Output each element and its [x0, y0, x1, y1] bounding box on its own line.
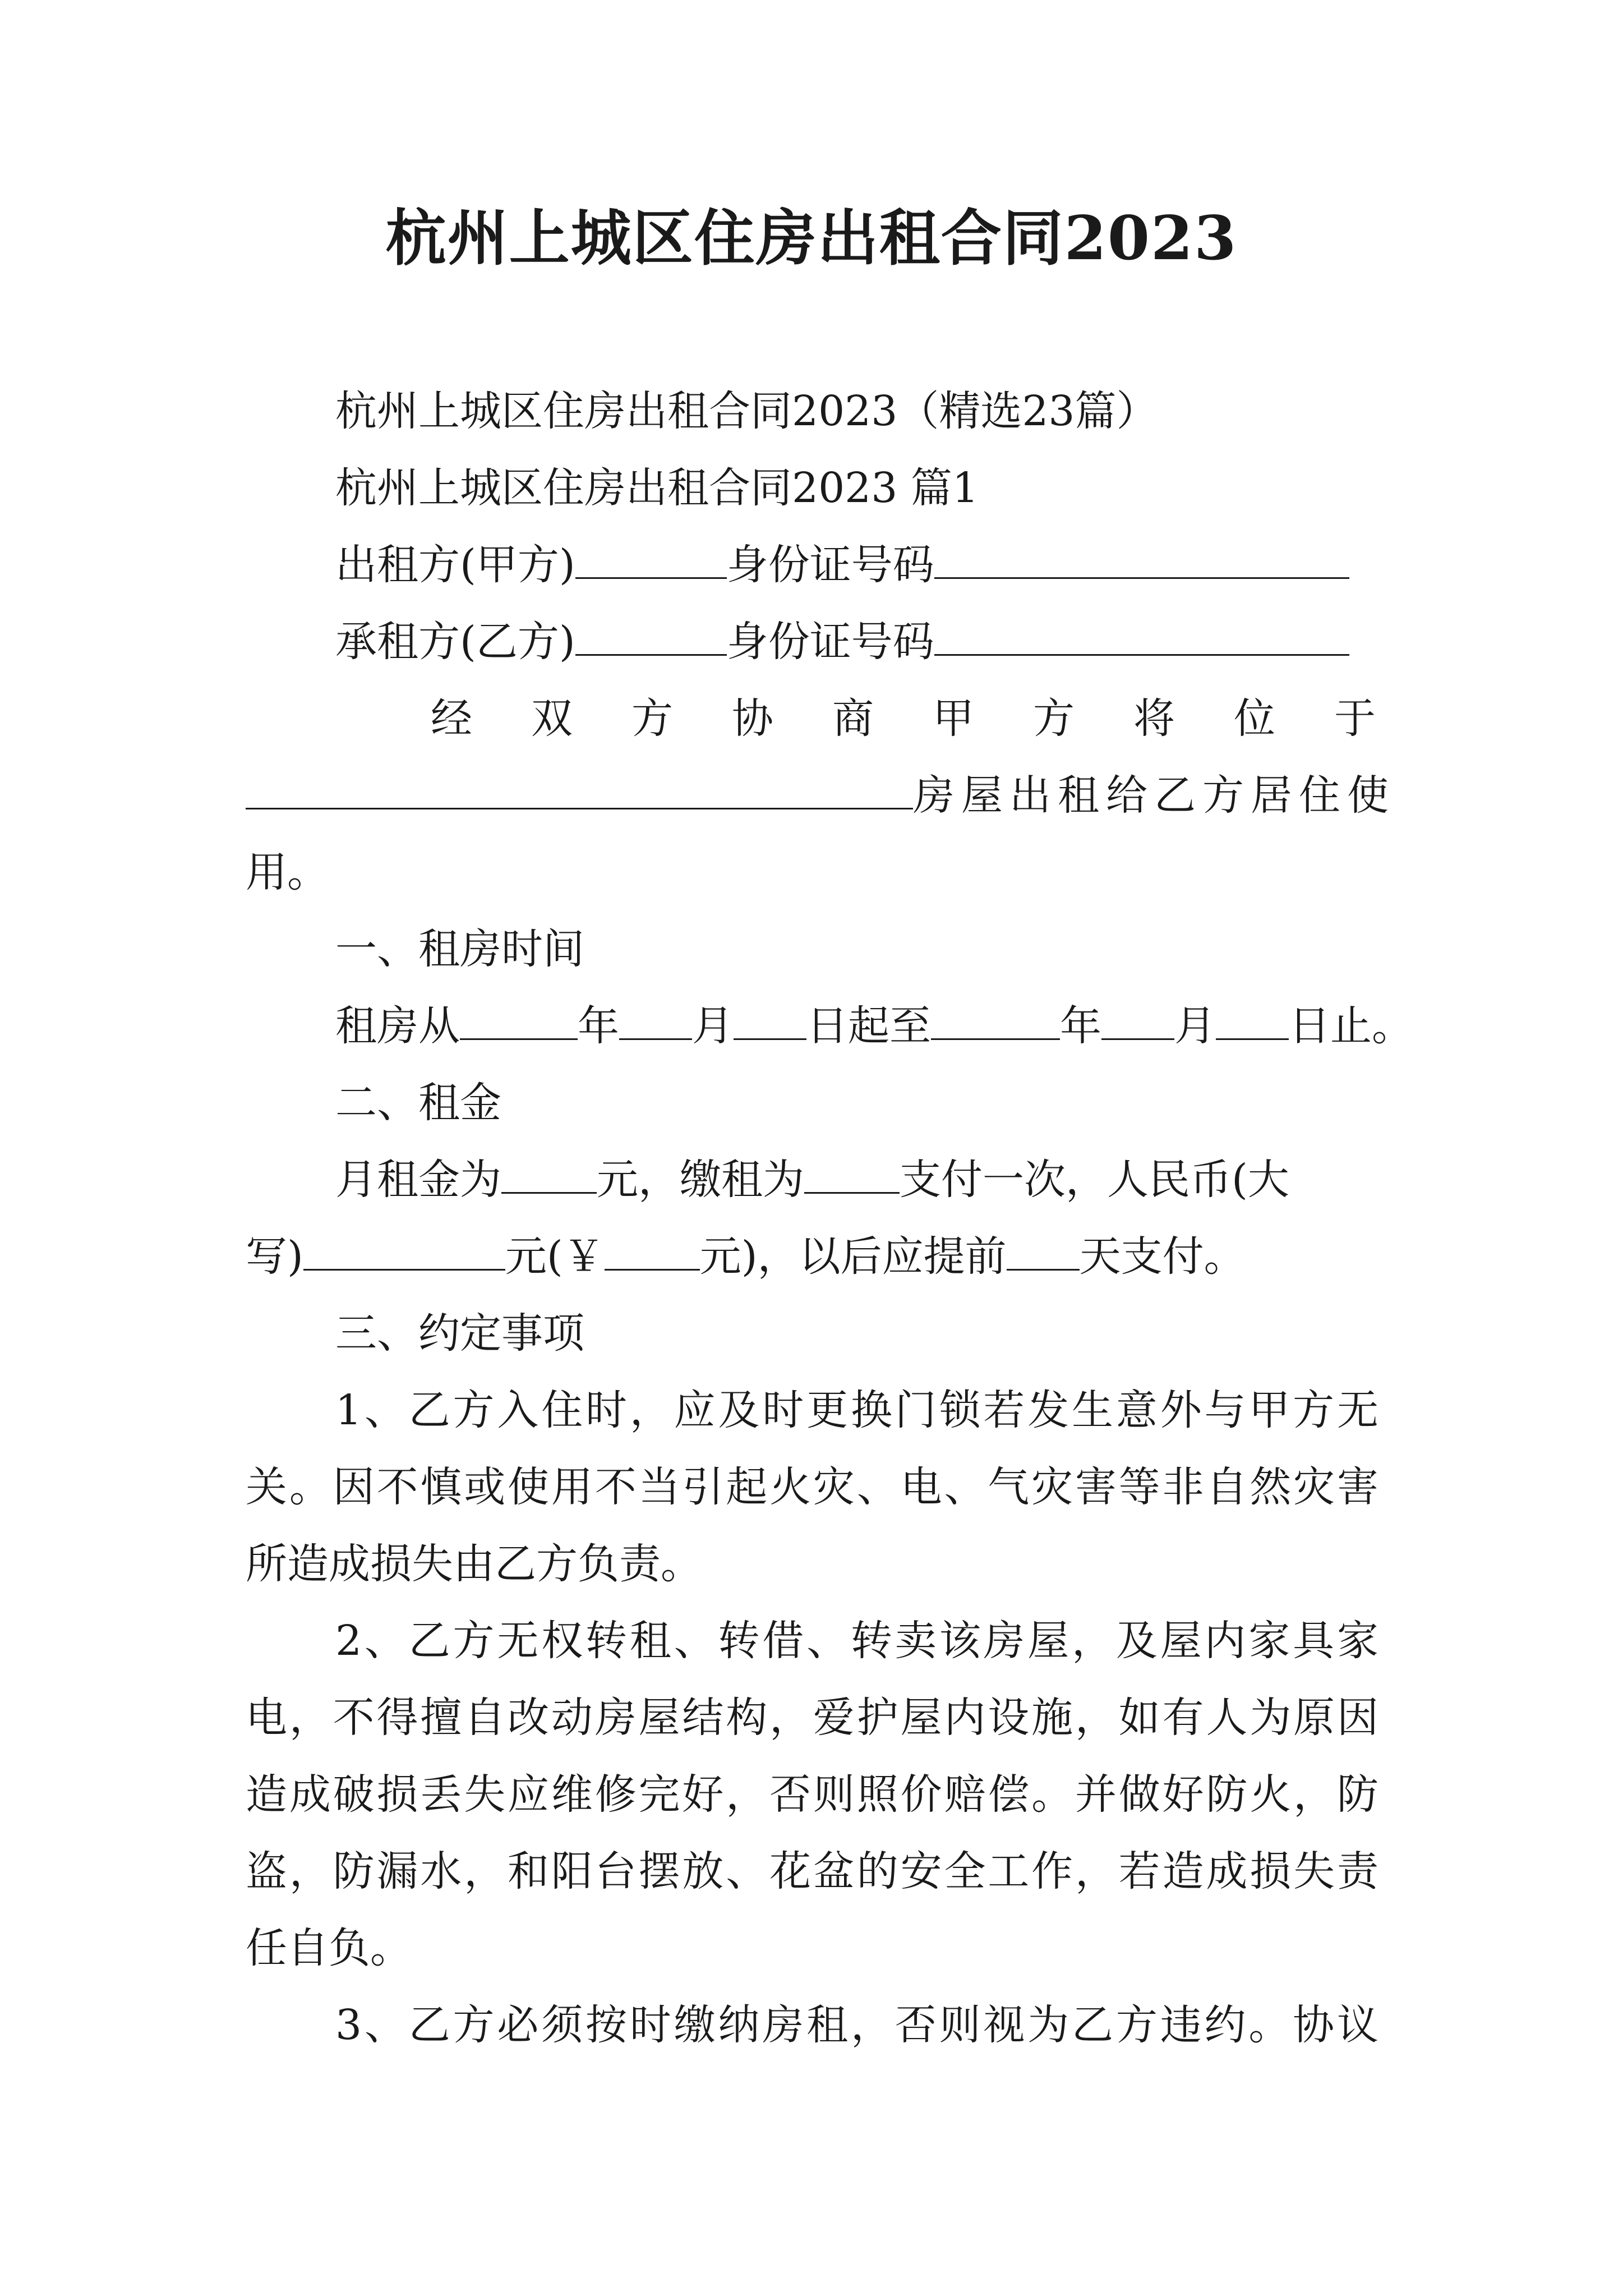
month-label-2: 月 — [1174, 1002, 1216, 1050]
clause-2-line-5: 任自负。 — [246, 1924, 412, 1972]
lessor-line — [246, 527, 1378, 604]
property-address-blank — [246, 770, 913, 809]
year-label-2: 年 — [1060, 1002, 1101, 1050]
lessee-id-blank — [934, 616, 1349, 656]
lessor-label: 出租方(甲方) — [335, 541, 575, 589]
start-month-blank — [619, 1000, 692, 1040]
start-year-blank — [460, 1000, 578, 1040]
subtitle: 杭州上城区住房出租合同2023（精选23篇） — [335, 387, 1158, 435]
payment-period-label: 元，缴租为 — [597, 1156, 804, 1204]
lessor-id-label: 身份证号码 — [726, 541, 934, 589]
rent-amount-blank — [605, 1231, 700, 1271]
clause-1-line-3: 所造成损失由乙方负责。 — [246, 1540, 702, 1588]
document-body — [246, 373, 1435, 2064]
lessor-name-blank — [575, 539, 727, 579]
uppercase-label: 写) — [246, 1232, 303, 1281]
clause-1-line-1: 1、乙方入住时，应及时更换门锁若发生意外与甲方无 — [335, 1386, 1378, 1434]
rent-line-1 — [246, 1142, 1378, 1218]
intro-line-1: 经双方协商甲方将位于 — [431, 694, 1435, 743]
end-day-blank — [1216, 1000, 1289, 1040]
year-label: 年 — [578, 1002, 619, 1050]
heading-terms: 三、约定事项 — [335, 1309, 584, 1358]
section-heading: 杭州上城区住房出租合同2023 篇1 — [335, 464, 979, 512]
monthly-rent-label: 月租金为 — [335, 1156, 501, 1204]
heading-rent-period: 一、租房时间 — [335, 925, 584, 973]
month-label: 月 — [692, 1002, 734, 1050]
rmb-label: 支付一次，人民币(大 — [900, 1156, 1289, 1204]
lessee-label: 承租方(乙方) — [335, 618, 575, 666]
clause-2-line-3: 造成破损丢失应维修完好，否则照价赔偿。并做好防火，防 — [246, 1770, 1378, 1819]
end-year-blank — [931, 1000, 1060, 1040]
rent-uppercase-blank — [303, 1231, 505, 1271]
clause-2-line-1: 2、乙方无权转租、转借、转卖该房屋，及屋内家具家 — [335, 1617, 1378, 1665]
rent-line-2 — [246, 1218, 1378, 1295]
term-from-label: 租房从 — [335, 1002, 460, 1050]
lessee-name-blank — [575, 616, 727, 656]
intro-line-3: 用。 — [246, 848, 329, 896]
clause-1-line-2: 关。因不慎或使用不当引起火灾、电、气灾害等非自然灾害 — [246, 1463, 1378, 1511]
end-month-blank — [1101, 1000, 1174, 1040]
document-title: 杭州上城区住房出租合同2023 — [385, 203, 1238, 274]
advance-days-blank — [1007, 1231, 1080, 1271]
lessee-line — [246, 604, 1378, 680]
heading-rent: 二、租金 — [335, 1079, 501, 1127]
intro-line-2 — [246, 757, 1395, 834]
lessee-id-label: 身份证号码 — [726, 618, 934, 666]
lessor-id-blank — [934, 539, 1349, 579]
clause-3-line-1: 3、乙方必须按时缴纳房租，否则视为乙方违约。协议 — [335, 2001, 1378, 2049]
intro-line-2-text: 房屋出租给乙方居住使 — [913, 771, 1395, 820]
clause-2-line-4: 盗，防漏水，和阳台摆放、花盆的安全工作，若造成损失责 — [246, 1847, 1378, 1895]
day-to-label: 日止。 — [1289, 1002, 1413, 1050]
day-from-label: 日起至 — [806, 1002, 931, 1050]
start-day-blank — [734, 1000, 806, 1040]
rent-period-line — [246, 988, 1413, 1065]
monthly-rent-blank — [501, 1154, 597, 1194]
advance-label: 元)，以后应提前 — [699, 1232, 1007, 1281]
days-pay-label: 天支付。 — [1079, 1232, 1246, 1281]
clause-2-line-2: 电，不得擅自改动房屋结构，爱护屋内设施，如有人为原因 — [246, 1694, 1378, 1742]
payment-period-blank — [804, 1154, 900, 1194]
yuan-symbol-label: 元(￥ — [505, 1232, 605, 1281]
